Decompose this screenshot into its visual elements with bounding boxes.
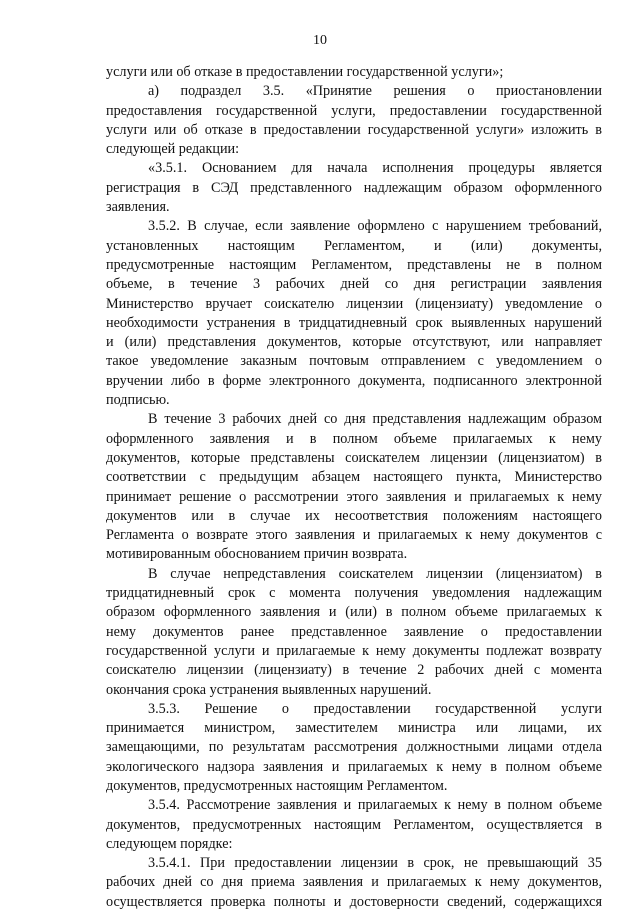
text-line: регистрация в СЭД представленного надлежащим образом оформленного [106,179,602,196]
text-line: В случае непредставления соискателем лицензии (лицензиатом) в [148,565,602,582]
text-line: заявления. [106,199,170,216]
text-line: объеме, в течение 3 рабочих дней со дня регистрации заявления [106,276,602,293]
text-line: 3.5.2. В случае, если заявление оформлено с нарушением требований, [148,218,602,235]
text-line: документов, предусмотренных настоящим Регламентом. [106,777,448,794]
text-line: необходимости устранения в тридцатидневный срок выявленных нарушений [106,314,602,331]
text-line: Регламента о возврате этого заявления и прилагаемых к нему документов с [106,527,602,544]
text-line: подписью. [106,392,170,409]
text-line: 3.5.4. Рассмотрение заявления и прилагаемых к нему в полном объеме [148,797,602,814]
text-line: следующем порядке: [106,835,233,852]
text-line: услуги или об отказе в предоставлении государственной услуги» изложить в [106,121,602,138]
text-line: нему документов ранее представленное заявление о предоставлении [106,623,602,640]
text-line: принимает решение о рассмотрении этого заявления и прилагаемых к нему [106,488,602,505]
text-line: следующей редакции: [106,141,240,158]
text-line: окончания срока устранения выявленных нарушений. [106,681,432,698]
page-number: 10 [313,33,327,48]
text-line: 3.5.3. Решение о предоставлении государственной услуги [148,700,602,717]
text-line: мотивированным обоснованием причин возврата. [106,546,408,563]
text-line: тридцатидневный срок с момента получения уведомления надлежащим [106,585,602,602]
text-line: осуществляется проверка полноты и достоверности сведений, содержащихся [106,893,602,910]
text-line: «3.5.1. Основанием для начала исполнения процедуры является [148,160,602,177]
text-line: услуги или об отказе в предоставлении государственной услуги»; [106,64,504,80]
document-body [106,63,602,912]
text-line: документов, которые представлены соискателем лицензии (лицензиатом) в [106,449,602,466]
text-line: соискателю лицензии (лицензиату) в течение 2 рабочих дней с момента [106,662,602,679]
text-line: вручении либо в форме электронного документа, подписанного электронной [106,372,602,389]
text-line: такое уведомление заказным почтовым отправлением с уведомлением о [106,353,602,370]
text-line: установленных настоящим Регламентом, и (или) документы, [106,237,602,254]
text-line: замещающими, по результатам рассмотрения должностными лицами отдела [106,739,602,756]
text-line: государственной услуги и прилагаемые к нему документы подлежат возврату [106,642,602,659]
text-line: предоставления государственной услуги, предоставлении государственной [106,102,602,119]
text-line: рабочих дней со дня приема заявления и прилагаемых к нему документов, [106,874,602,891]
text-line: Министерство вручает соискателю лицензии (лицензиату) уведомление о [106,295,602,312]
text-line: документов, предусмотренных настоящим Регламентом, осуществляется в [106,816,602,833]
text-line: и (или) представления документов, которые отсутствуют, или направляет [106,334,602,351]
text-line: принимается министром, заместителем министра или лицами, их [106,720,602,737]
text-line: предусмотренные настоящим Регламентом, представлены не в полном [106,256,602,273]
text-line: оформленного заявления и в полном объеме прилагаемых к нему [106,430,602,447]
text-line: соответствии с предыдущим абзацем настоящего пункта, Министерство [106,469,602,486]
text-line: документов или в случае их несоответствия положениям настоящего [106,507,602,524]
text-line: В течение 3 рабочих дней со дня представления надлежащим образом [148,411,602,428]
text-line: экологического надзора заявления и прилагаемых к нему в полном объеме [106,758,602,775]
text-line: а) подраздел 3.5. «Принятие решения о приостановлении [148,83,602,100]
text-line: 3.5.4.1. При предоставлении лицензии в срок, не превышающий 35 [148,855,602,872]
text-line: образом оформленного заявления и (или) в полном объеме прилагаемых к [106,604,602,621]
